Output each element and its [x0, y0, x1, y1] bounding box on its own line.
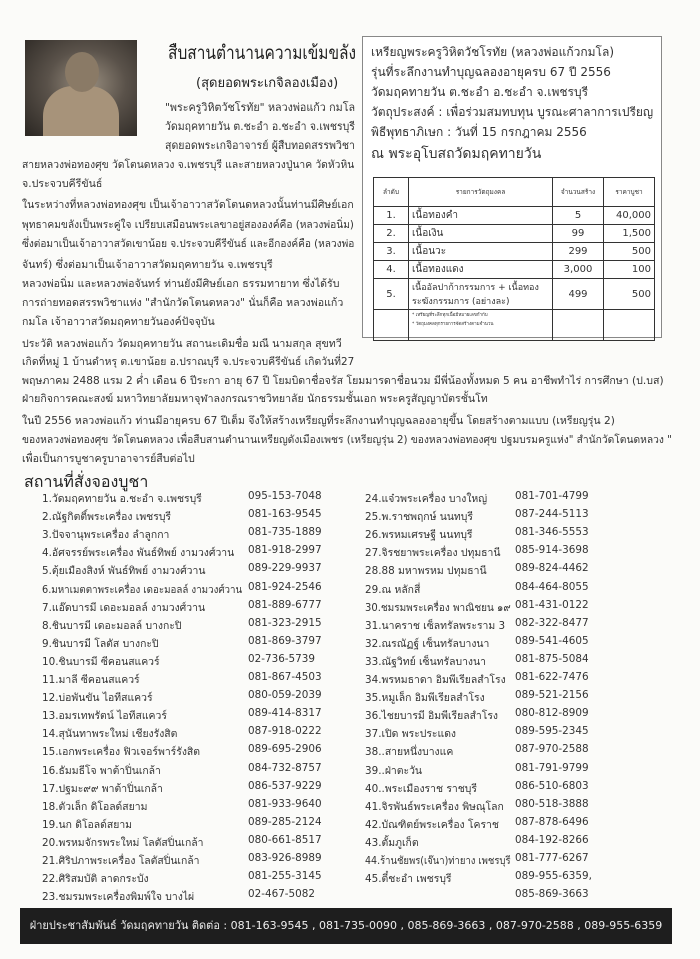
- location-name: 4.อัศจรรย์พระเครื่อง พันธ์ทิพย์ งามวงศ์วาน: [42, 547, 235, 560]
- location-phone: 085-914-3698: [515, 544, 589, 557]
- location-name: 3.ปัจจานุพระเครื่อง ลำลูกกา: [42, 529, 170, 542]
- location-phone: 081-622-7476: [515, 671, 589, 683]
- body-line: ฝ่ายกิจการคณะสงฆ์ มหาวิทยาลัยมหาจุฬาลงกรณราชวิทยาลัย นักธรรมชั้นเอก พระครูสัญญาบัตรชั้นโท: [22, 393, 488, 405]
- location-name: 11.มาลี ซีคอนสแควร์: [42, 674, 140, 686]
- location-name: 30.ชมรมพระเครื่อง พาณิชยน ๑๙: [365, 601, 511, 614]
- table-row: [374, 225, 655, 243]
- location-name: 6.มหาเมตตาพระเครื่อง เดอะมอลล์ งามวงศ์วาน: [42, 583, 243, 596]
- intro-line: วัดมฤคทายวัน ต.ชะอำ อ.ชะอำ จ.เพชรบุรี: [165, 120, 355, 133]
- location-phone: 081-701-4799: [515, 490, 589, 502]
- location-phone: 089-541-4605: [515, 634, 589, 647]
- location-name: 27.จิรชยาพระเครื่อง ปทุมธานี: [365, 547, 501, 560]
- price: 40,000: [604, 207, 655, 225]
- row-number: 4.: [374, 261, 409, 279]
- location-name: 43.ตั้มภูเก็ต: [365, 836, 419, 849]
- location-name: 24.แจ๋วพระเครื่อง บางใหญ่: [365, 493, 488, 505]
- location-name: 37.เปิด พระประแดง: [365, 728, 457, 741]
- body-line: จ.ประจวบคีรีขันธ์: [22, 178, 103, 190]
- empty-cell: [604, 310, 655, 341]
- price: 500: [604, 243, 655, 261]
- location-phone: 089-824-4462: [515, 562, 589, 575]
- location-name: 15.เอกพระเครื่อง ฟิวเจอร์พาร์รังสิต: [42, 746, 200, 759]
- location-phone: 089-595-2345: [515, 725, 589, 738]
- ceremony-location: ณ พระอุโบสถวัดมฤคทายวัน: [371, 146, 542, 162]
- table-row: [374, 207, 655, 225]
- location-name: 28.88 มหาพรหม ปทุมธานี: [365, 565, 487, 578]
- location-phone: 081-255-3145: [248, 870, 322, 883]
- location-phone: 02-736-5739: [248, 652, 315, 665]
- col-header: ราคาบูชา: [604, 178, 655, 207]
- order-locations-title: สถานที่สั่งจองบูชา: [24, 472, 149, 491]
- item-name: เนื้อทองคำ: [409, 207, 553, 225]
- location-phone: 080-661-8517: [248, 833, 322, 846]
- location-name: 29.ณ หลักสี่: [365, 583, 421, 596]
- row-number: 3.: [374, 243, 409, 261]
- col-header: ลำดับ: [374, 178, 409, 207]
- body-line: สายหลวงพ่อทองศุข วัดโตนดหลวง จ.เพชรบุรี และสายหลวงปู่นาค วัดหัวหิน: [22, 159, 355, 171]
- location-name: 39..ฝ่าตะวัน: [365, 764, 423, 777]
- body-line: พุทธาคมขลังเป็นพระคู่ใจ เปรียบเสมือนพระเลขาอยู่สององค์คือ (หลวงพ่อนิ่ม): [22, 219, 354, 231]
- price: 1,500: [604, 225, 655, 243]
- location-phone: 089-521-2156: [515, 689, 589, 702]
- location-phone: 087-878-6496: [515, 815, 589, 828]
- monk-body: [43, 86, 119, 136]
- info-line: วัตถุประสงค์ : เพื่อร่วมสมทบทุน บูรณะศาลาการเปรียญ: [371, 105, 654, 119]
- location-phone: 081-933-9640: [248, 797, 322, 810]
- location-phone: 089-229-9937: [248, 562, 322, 575]
- location-name: 17.ปฐมะ๙๙ พาต้าปิ่นเกล้า: [42, 782, 163, 795]
- table-row: [374, 261, 655, 279]
- location-phone: 081-875-5084: [515, 652, 589, 665]
- location-phone: 089-414-8317: [248, 707, 322, 720]
- location-phone: 080-059-2039: [248, 689, 322, 702]
- location-phone: 081-924-2546: [248, 580, 322, 593]
- row-number: 2.: [374, 225, 409, 243]
- quantity: 5: [553, 207, 604, 225]
- location-name: 26.พรหมเศรษฐี นนทบุรี: [365, 529, 473, 542]
- item-name: เนื้อนวะ: [409, 243, 553, 261]
- table-row: [374, 279, 655, 310]
- footer-contact-bar: ฝ่ายประชาสัมพันธ์ วัดมฤคทายวัน ติดต่อ : 081-163-9545 , 081-735-0090 , 085-869-3663 , 087-970-2588 , 089-955-6359: [20, 908, 672, 944]
- location-name: 23.ชมรมพระเครื่องพิมพ์ใจ บางไผ่: [42, 891, 195, 904]
- location-name: 31.นาคราช เซ็ลทรัลพระราม 3: [365, 619, 506, 632]
- location-phone: 089-695-2906: [248, 743, 322, 756]
- location-phone: 081-869-3797: [248, 634, 322, 647]
- location-phone: 080-518-3888: [515, 797, 589, 810]
- location-phone: 081-867-4503: [248, 671, 322, 683]
- coin-info-box: [362, 36, 662, 338]
- location-name: 45.ตี๋ชะอำ เพชรบุรี: [365, 873, 452, 886]
- location-phone: 081-791-9799: [515, 761, 589, 774]
- location-name: 25.พ.ราชพฤกษ์ นนทบุรี: [365, 511, 473, 524]
- location-phone: 02-467-5082: [248, 888, 315, 901]
- location-phone: 081-918-2997: [248, 544, 322, 557]
- body-line: จันทร์) ซึ่งต่อมาเป็นเจ้าอาวาสวัดมฤคทายวัน จ.เพชรบุรี: [22, 259, 273, 271]
- location-phone: 081-431-0122: [515, 598, 589, 611]
- location-phone: 081-735-1889: [248, 526, 322, 539]
- info-line: เหรียญพระครูวิหิตวัชโรทัย (หลวงพ่อแก้วกมโล): [371, 45, 615, 59]
- location-name: 42.บัณฑิตย์พระเครื่อง โคราช: [365, 818, 499, 831]
- location-name: 22.ศิริสมบัติ ลาดกระบัง: [42, 873, 149, 886]
- page-title: สืบสานตำนานความเข้มขลัง: [168, 42, 357, 64]
- item-name: เนื้อทองแดง: [409, 261, 553, 279]
- col-header: รายการวัตถุมงคล: [409, 178, 553, 207]
- location-name: 1.วัดมฤคทายวัน อ.ชะอำ จ.เพชรบุรี: [42, 493, 202, 505]
- location-name: 33.ณัฐวิทย์ เซ็นทรัลบางนา: [365, 655, 486, 668]
- quantity: 299: [553, 243, 604, 261]
- price: 500: [604, 279, 655, 310]
- info-line: วัดมฤคทายวัน ต.ชะอำ อ.ชะอำ จ.เพชรบุรี: [371, 85, 589, 99]
- location-name: 20.พรหมจักรพระใหม่ โลตัสปิ่นเกล้า: [42, 836, 204, 849]
- page-subtitle: (สุดยอดพระเกจิลองเมือง): [196, 76, 339, 91]
- location-name: 41.จิรพันธ์พระเครื่อง พิษณุโลก: [365, 800, 504, 813]
- location-name: 35.หมูเล็ก อิมพีเรียลสำโรง: [365, 692, 485, 705]
- location-phone: 080-812-8909: [515, 707, 589, 720]
- table-header-row: [374, 178, 655, 207]
- location-name: 36.ไชยบารมี อิมพีเรียลสำโรง: [365, 710, 498, 723]
- location-name: 34.พรหมธาดา อิมพีเรียลสำโรง: [365, 674, 506, 686]
- location-phone: 081-323-2915: [248, 616, 322, 629]
- body-line: หลวงพ่อนิ่ม และหลวงพ่อจันทร์ ท่านยังมีศิษย์เอก ธรรมทายาท ซึ่งได้รับ: [22, 278, 340, 290]
- quantity: 3,000: [553, 261, 604, 279]
- location-name: 9.ชินบารมี โลตัส บางกะปิ: [42, 637, 159, 650]
- location-phone: 086-537-9229: [248, 779, 322, 792]
- location-phone: 081-346-5553: [515, 526, 589, 539]
- location-name: 12.บ่อพันขัน ไอทีสแควร์: [42, 692, 153, 705]
- location-phone: 081-163-9545: [248, 508, 322, 521]
- location-phone: 087-970-2588: [515, 743, 589, 756]
- location-name: 5.ตุ้ยเมืองสิงห์ พันธ์ทิพย์ งามวงศ์วาน: [42, 565, 206, 578]
- row-number: 5.: [374, 279, 409, 310]
- col-header: จำนวนสร้าง: [553, 178, 604, 207]
- location-phone: 084-192-8266: [515, 833, 589, 846]
- empty-cell: [374, 310, 409, 341]
- location-name: 18.ตัวเล็ก ดิโอลด์สยาม: [42, 800, 148, 813]
- body-line: การถ่ายทอดสรรพวิชาแห่ง "สำนักวัดโตนดหลวง" นั่นก็คือ หลวงพ่อแก้ว: [22, 297, 344, 309]
- body-line: ในปี 2556 หลวงพ่อแก้ว ท่านมีอายุครบ 67 ปีเต็ม จึงให้สร้างเหรียญที่ระลึกงานทำบุญฉลองอายุขึ้น โดยสร้างตามแบบ (เหรียญรุ่น 2): [22, 415, 615, 427]
- body-line: ของหลวงพ่อทองศุข วัดโตนดหลวง เพื่อสืบสานตำนานเหรียญดังเมืองเพชร (เหรียญรุ่น 2) ของหลวงพ่อทองศุข ปฐมบรมครูแห่ง" สำนักวัดโตนดหลวง ": [22, 434, 672, 446]
- location-phone: 089-285-2124: [248, 815, 322, 828]
- body-line: ซึ่งต่อมาเป็นเจ้าอาวาสวัดเขาน้อย จ.ประจวบคีรีขันธ์ และอีกองค์คือ (หลวงพ่อ: [22, 238, 355, 250]
- location-phone: 087-244-5113: [515, 508, 589, 521]
- location-phone: 087-918-0222: [248, 725, 322, 738]
- quantity: 99: [553, 225, 604, 243]
- empty-cell: [553, 310, 604, 341]
- info-line: รุ่นที่ระลึกงานทำบุญฉลองอายุครบ 67 ปี 2556: [371, 65, 611, 79]
- location-phone: 085-869-3663: [515, 888, 589, 901]
- table-notes: [409, 310, 553, 341]
- location-name: 38..สายหนึ่งบางแค: [365, 746, 454, 759]
- location-phone: 095-153-7048: [248, 490, 322, 502]
- location-name: 40..พระเมืองราช ราชบุรี: [365, 782, 477, 795]
- notes-row: [374, 310, 655, 341]
- intro-line: สุดยอดพระเกจิอาจารย์ ผู้สืบทอดสรรพวิชา: [165, 139, 355, 152]
- location-name: 10.ชินบารมี ซีคอนสแควร์: [42, 655, 160, 668]
- location-name: 16.ธัมมธีโจ พาต้าปิ่นเกล้า: [42, 764, 161, 777]
- location-name: 19.นก ดิโอลด์สยาม: [42, 818, 133, 831]
- row-number: 1.: [374, 207, 409, 225]
- location-name: 13.อมรเทพรัตน์ ไอทีสแควร์: [42, 710, 167, 723]
- location-name: 21.ศิริปภาพระเครื่อง โลตัสปิ่นเกล้า: [42, 855, 200, 867]
- price: 100: [604, 261, 655, 279]
- location-phone: 084-464-8055: [515, 580, 589, 593]
- note: * วัตถุมงคลทุกรายการจัดสร้างตามจำนวน: [412, 322, 494, 327]
- body-line: ประวัติ หลวงพ่อแก้ว วัดมฤคทายวัน สถานะเดิมชื่อ มณี นามสกุล สุขทวี: [22, 338, 342, 350]
- price-table: [373, 177, 655, 341]
- monk-head: [65, 52, 99, 92]
- location-name: 8.ชินบารมี เดอะมอลล์ บางกะปิ: [42, 619, 182, 632]
- body-line: กมโล เจ้าอาวาสวัดมฤคทายวันองค์ปัจจุบัน: [22, 316, 215, 328]
- location-phone: 083-926-8989: [248, 852, 322, 864]
- quantity: 499: [553, 279, 604, 310]
- location-name: 44.ร้านชัยพร(เจ๊นา)ท่ายาง เพชรบุรี: [365, 855, 511, 867]
- item-name: เนื้อเงิน: [409, 225, 553, 243]
- table-row: [374, 243, 655, 261]
- body-line: เกิดที่หมู่ 1 บ้านดำหรุ ต.เขาน้อย อ.ปราณบุรี จ.ประจวบคีรีขันธ์ เกิดวันที่27: [22, 356, 355, 368]
- body-line: เพื่อเป็นการบูชาครูบาอาจารย์สืบต่อไป: [22, 453, 195, 465]
- body-line: ในระหว่างที่หลวงพ่อทองศุข เป็นเจ้าอาวาสวัดโตนดหลวงนั้นท่านมีศิษย์เอก: [22, 199, 354, 211]
- location-name: 32.ณรณัฏฐ์ เซ็นทรัลบางนา: [365, 637, 490, 650]
- note: * เหรียญที่ระลึกทุกเนื้อมีหมายเลขกำกับ: [412, 313, 488, 318]
- monk-photo: [25, 40, 137, 136]
- item-name: เนื้ออัลปาก้ากรรมการ + เนื้อทองระฆังกรรมการ (อย่างละ): [409, 279, 553, 310]
- location-phone: 086-510-6803: [515, 779, 589, 792]
- location-phone: 081-777-6267: [515, 852, 589, 864]
- location-phone: 089-955-6359,: [515, 870, 592, 883]
- location-phone: 084-732-8757: [248, 761, 322, 774]
- location-phone: 082-322-8477: [515, 616, 589, 629]
- location-name: 2.ณัฐกิตติ์พระเครื่อง เพชรบุรี: [42, 511, 171, 524]
- info-line: พิธีพุทธาภิเษก : วันที่ 15 กรกฎาคม 2556: [371, 125, 587, 139]
- location-phone: 081-889-6777: [248, 598, 322, 611]
- body-line: พฤษภาคม 2488 แรม 2 ค่ำ เดือน 6 ปีระกา อายุ 67 ปี โยมบิดาชื่อจรัส โยมมารดาชื่อนวม มีพี่น้องทั้งหมด 5 คน อาชีพทำไร่ การศึกษา (ป.บส): [22, 375, 664, 387]
- location-name: 14.สุนันทาพระใหม่ เชียงรังสิต: [42, 728, 178, 741]
- location-name: 7.แอ๊ดบารมี เดอะมอลล์ งามวงศ์วาน: [42, 601, 206, 614]
- intro-line: "พระครูวิหิตวัชโรทัย" หลวงพ่อแก้ว กมโล: [165, 101, 356, 114]
